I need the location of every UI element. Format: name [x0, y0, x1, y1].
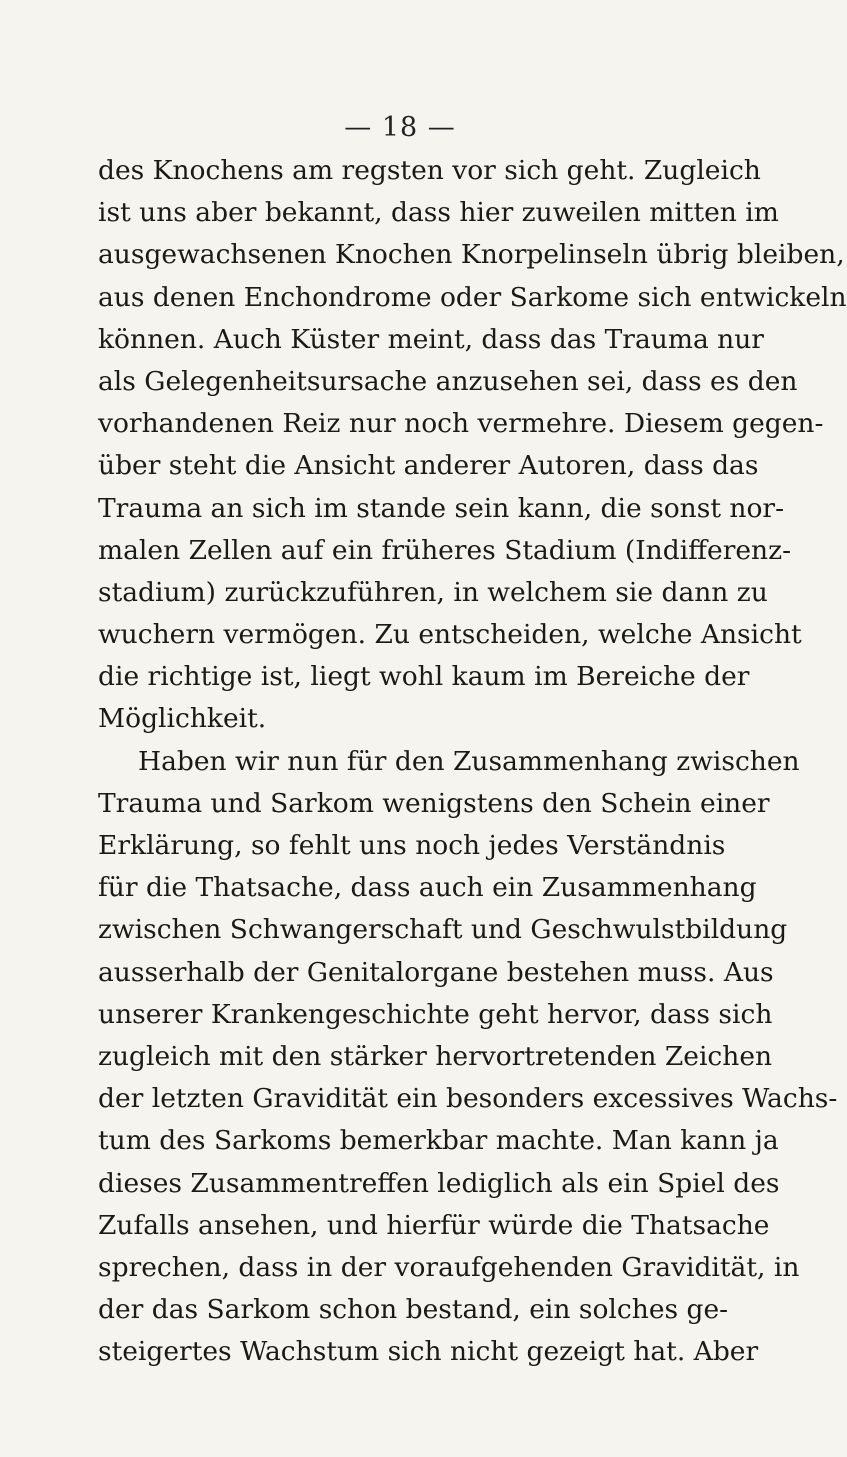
text-line: dieses Zusammentreffen lediglich als ein Spiel des — [98, 1167, 780, 1199]
text-line: malen Zellen auf ein früheres Stadium (Indifferenz- — [98, 534, 792, 566]
text-line: vorhandenen Reiz nur noch vermehre. Diesem gegen- — [98, 408, 824, 440]
text-line: Möglichkeit. — [98, 703, 267, 735]
text-line: Trauma und Sarkom wenigstens den Schein einer — [98, 787, 770, 819]
text-line: die richtige ist, liegt wohl kaum im Bereiche der — [98, 661, 750, 693]
text-line: Erklärung, so fehlt uns noch jedes Verständnis — [98, 830, 726, 861]
body-text — [98, 150, 847, 1373]
text-line: können. Auch Küster meint, dass das Trauma nur — [98, 323, 764, 355]
text-line: für die Thatsache, dass auch ein Zusammenhang — [98, 872, 757, 904]
text-line: ausgewachsenen Knochen Knorpelinseln übrig bleiben, — [98, 239, 845, 271]
text-line: aus denen Enchondrome oder Sarkome sich entwickeln — [98, 281, 847, 313]
text-line: der letzten Gravidität ein besonders excessives Wachs- — [98, 1083, 838, 1115]
text-line: sprechen, dass in der voraufgehenden Gravidität, in — [98, 1251, 800, 1283]
text-line: zugleich mit den stärker hervortretenden Zeichen — [98, 1040, 773, 1072]
text-line: der das Sarkom schon bestand, ein solches ge- — [98, 1294, 729, 1326]
text-line: als Gelegenheitsursache anzusehen sei, dass es den — [98, 365, 798, 397]
text-line: über steht die Ansicht anderer Autoren, dass das — [98, 450, 759, 482]
text-line: steigertes Wachstum sich nicht gezeigt hat. Aber — [98, 1336, 759, 1368]
text-line: des Knochens am regsten vor sich geht. Zugleich — [98, 155, 761, 186]
text-line: tum des Sarkoms bemerkbar machte. Man kann ja — [98, 1125, 779, 1157]
text-line: unserer Krankengeschichte geht hervor, dass sich — [98, 998, 773, 1030]
text-line: Haben wir nun für den Zusammenhang zwischen — [138, 745, 800, 777]
text-line: ausserhalb der Genitalorgane bestehen muss. Aus — [98, 956, 774, 988]
text-line: Trauma an sich im stande sein kann, die sonst nor- — [98, 492, 785, 524]
text-line: wuchern vermögen. Zu entscheiden, welche Ansicht — [98, 619, 802, 651]
text-line: ist uns aber bekannt, dass hier zuweilen mitten im — [98, 197, 779, 229]
page-number: — 18 — — [344, 112, 456, 143]
text-line: stadium) zurückzuführen, in welchem sie dann zu — [98, 576, 768, 608]
text-line: Zufalls ansehen, und hierfür würde die Thatsache — [98, 1209, 770, 1241]
text-line: zwischen Schwangerschaft und Geschwulstbildung — [98, 914, 788, 946]
